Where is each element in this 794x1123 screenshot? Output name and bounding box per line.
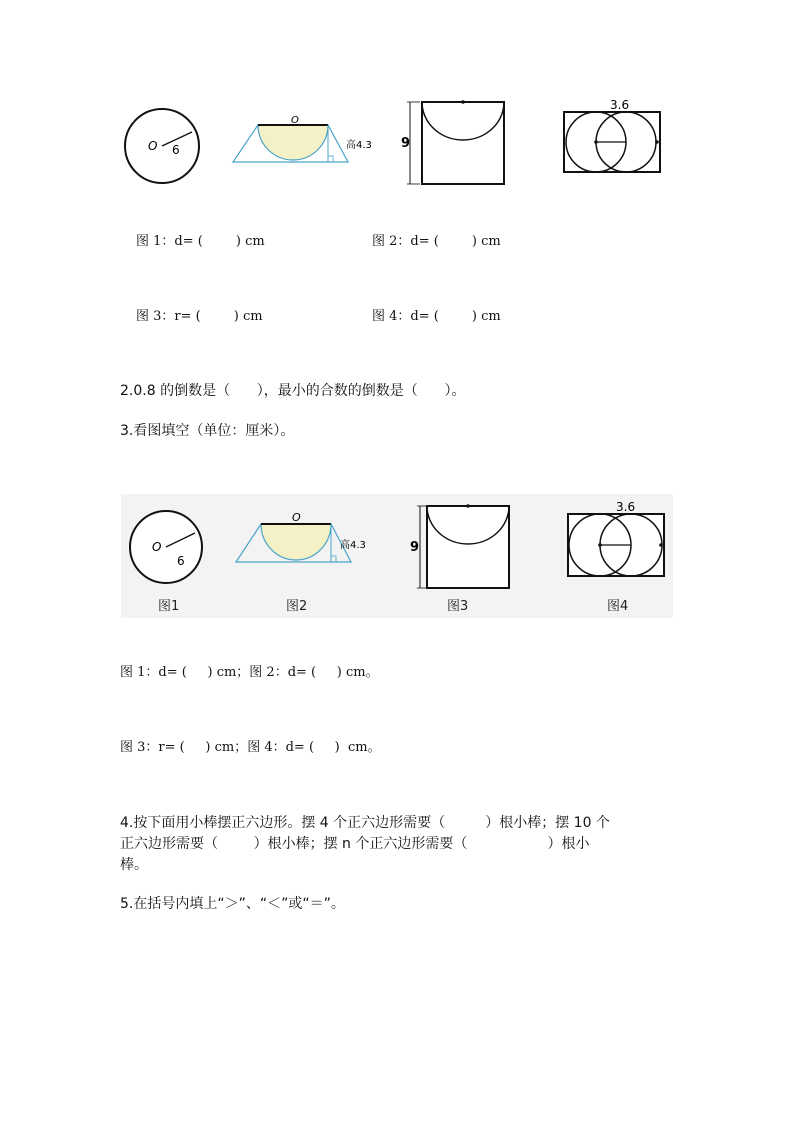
q3-answer-line-2: 图 3：r= ( ) cm；图 4：d= ( ) cm。 bbox=[120, 740, 381, 755]
question-4-line-1: 4.按下面用小棒摆正六边形。摆 4 个正六边形需要（ ）根小棒；摆 10 个 bbox=[120, 815, 610, 831]
q3-answer-line-1: 图 1：d= ( ) cm；图 2：d= ( ) cm。 bbox=[120, 665, 379, 680]
q3-figure-2-trapezoid bbox=[233, 510, 383, 566]
q3-fig2-height-label: 高4.3 bbox=[340, 540, 366, 551]
top-figure-4-rectangle bbox=[556, 96, 666, 180]
top-figure-3-square bbox=[400, 96, 510, 190]
q3-fig1-caption: 图1 bbox=[158, 599, 180, 614]
question-4-line-3: 棒。 bbox=[120, 857, 148, 873]
top-answer-fig2: 图 2：d= ( ) cm bbox=[372, 234, 501, 249]
q3-fig3-caption: 图3 bbox=[447, 599, 469, 614]
q3-fig4-caption: 图4 bbox=[607, 599, 629, 614]
q3-fig2-caption: 图2 bbox=[286, 599, 308, 614]
fig2-center-label: O bbox=[291, 115, 299, 126]
q3-fig3-side-label: 9 bbox=[410, 540, 420, 555]
top-answer-fig1: 图 1：d= ( ) cm bbox=[136, 234, 265, 249]
fig4-top-label: 3.6 bbox=[610, 98, 630, 112]
q3-fig1-center-label: O bbox=[152, 540, 162, 554]
fig1-center-label: O bbox=[148, 139, 158, 153]
q3-fig4-top-label: 3.6 bbox=[616, 500, 636, 514]
fig2-height-label: 高4.3 bbox=[346, 140, 372, 151]
question-2: 2.0.8 的倒数是（ ），最小的合数的倒数是（ ）。 bbox=[120, 383, 466, 399]
question-3-figure-panel bbox=[121, 494, 673, 618]
question-3-title: 3.看图填空（单位：厘米）。 bbox=[120, 423, 295, 439]
top-figure-2-trapezoid bbox=[230, 112, 390, 168]
q3-figure-3-square bbox=[407, 498, 517, 594]
question-4-line-2: 正六边形需要（ ）根小棒；摆 n 个正六边形需要（ ）根小 bbox=[120, 836, 590, 852]
q3-fig1-radius-label: 6 bbox=[177, 554, 185, 568]
question-5: 5.在括号内填上“＞”、“＜”或“＝”。 bbox=[120, 896, 345, 912]
top-figure-1-circle bbox=[120, 104, 206, 190]
fig3-side-label: 9 bbox=[401, 136, 411, 151]
q3-figure-4-rectangle bbox=[561, 496, 671, 580]
top-answer-fig3: 图 3：r= ( ) cm bbox=[136, 309, 263, 324]
q3-fig2-center-label: O bbox=[292, 511, 301, 524]
top-answer-fig4: 图 4：d= ( ) cm bbox=[372, 309, 501, 324]
fig1-radius-label: 6 bbox=[172, 143, 180, 157]
q3-figure-1-circle bbox=[125, 506, 207, 588]
